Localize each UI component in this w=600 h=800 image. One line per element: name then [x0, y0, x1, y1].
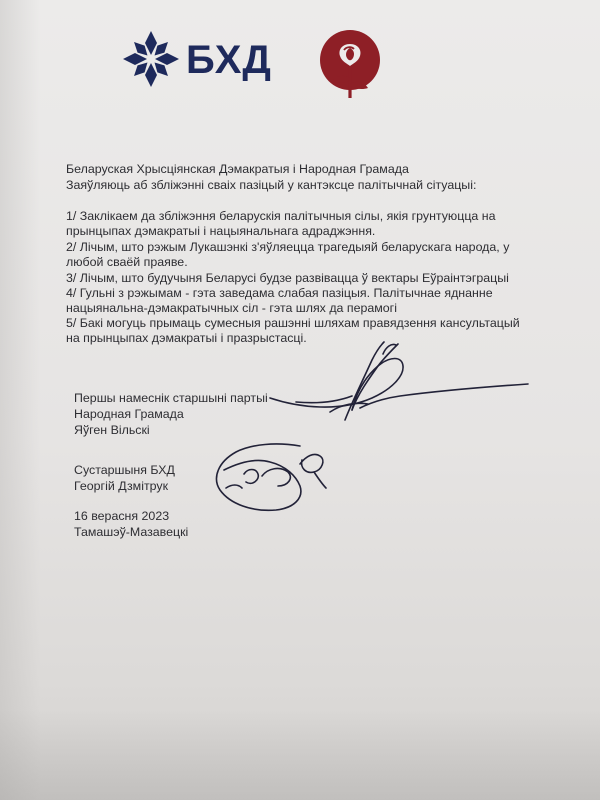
document-place: Тамашэў-Мазавецкі [74, 525, 189, 539]
point-4-line-1: 4/ Гульні з рэжымам - гэта заведама слабая пазіцыя. Палітычнае яднанне [66, 286, 493, 300]
point-3-line-1: 3/ Лічым, што будучыня Беларусі будзе развівацца ў вектары Еўраінтэграцыі [66, 271, 509, 285]
point-1-line-1: 1/ Заклікаем да збліжэння беларускія палітычныя сілы, якія грунтуюцца на [66, 209, 496, 223]
bxd-logo [120, 28, 290, 90]
signature-1 [270, 342, 528, 420]
rose-logo [318, 28, 382, 102]
point-2-line-1: 2/ Лічым, што рэжым Лукашэнкі з'яўляецца трагедыяй беларускага народа, у [66, 240, 510, 254]
point-2-line-2: любой сваёй праяве. [66, 255, 188, 269]
point-1-line-2: прынцыпах дэмакратыі і нацыянальнага адраджэння. [66, 224, 376, 238]
page-shadow-left [0, 0, 40, 800]
page-shadow-bottom [0, 710, 600, 800]
bxd-logo-text: БХД [186, 38, 272, 82]
point-4-line-2: нацыянальна-дэмакратычных сіл - гэта шлях да перамогі [66, 301, 397, 315]
declaration-parties: Беларуская Хрысціянская Дэмакратыя і Народная Грамада [66, 162, 409, 176]
declaration-intro: Заяўляюць аб збліжэнні сваіх пазіцый у кантэксце палітычнай сітуацыі: [66, 178, 477, 192]
signatory-2-name: Георгій Дзмітрук [74, 479, 168, 493]
signatory-1-org: Народная Грамада [74, 407, 184, 421]
signatory-1-name: Яўген Вільскі [74, 423, 150, 437]
signatory-2-title: Сустаршыня БХД [74, 463, 175, 477]
signature-2 [217, 444, 326, 510]
signatory-1-title: Першы намеснік старшыні партыі [74, 391, 268, 405]
point-5-line-1: 5/ Бакі могуць прымаць сумесныя рашэнні шляхам правядзення кансультацый [66, 316, 520, 330]
rose-icon [318, 28, 382, 102]
point-5-line-2: на прынцыпах дэмакратыі і празрыстасці. [66, 331, 307, 345]
document-date: 16 верасня 2023 [74, 509, 170, 523]
bxd-star-icon [120, 28, 182, 90]
